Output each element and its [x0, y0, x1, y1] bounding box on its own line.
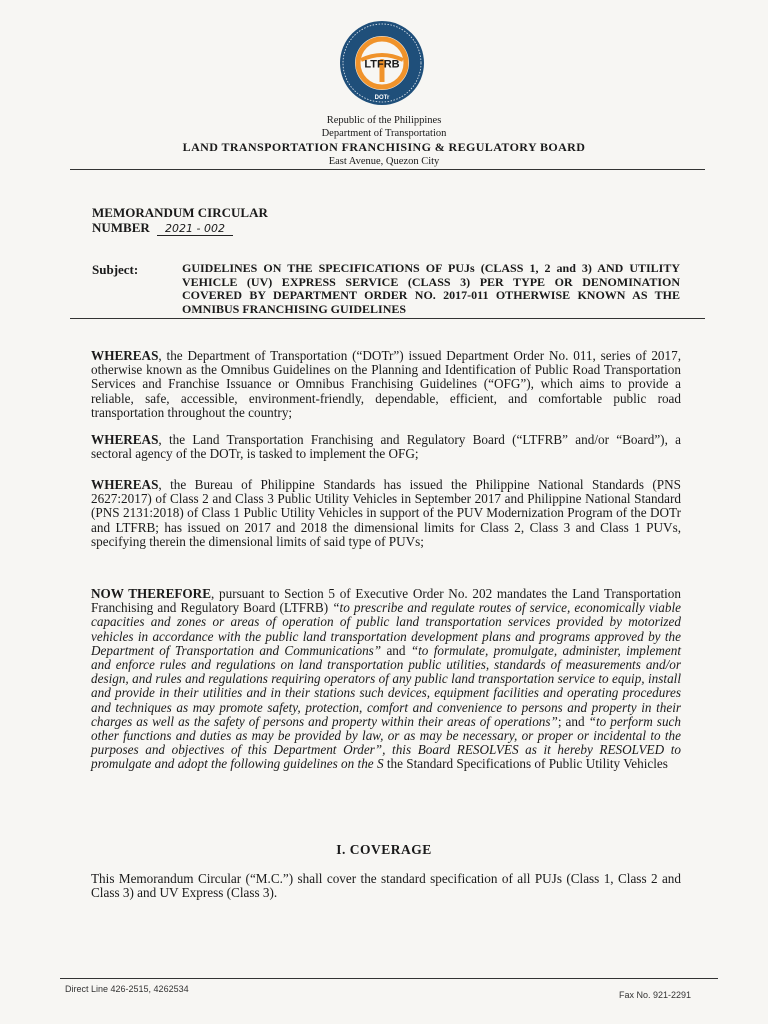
paragraph-whereas-1 [91, 349, 681, 420]
paragraph-now-therefore [91, 587, 681, 772]
memo-number-row [92, 220, 268, 236]
paragraph-text: ; and [557, 713, 589, 729]
paragraph-whereas-3 [91, 478, 681, 549]
footer-divider [60, 978, 718, 979]
paragraph-lead: WHEREAS [91, 477, 159, 492]
ltfrb-seal-logo [339, 20, 425, 106]
paragraph-quote: “to prescribe and regulate routes of service, economically viable capacities and zones or areas of operation of public land transportation services provided by motorized vehicles in accordance with the public land transportation development plans and programs approved by the Department of Transportation and Communications” [91, 600, 681, 658]
paragraph-whereas-2 [91, 433, 681, 461]
paragraph-quote: “to perform such other functions and duties as may be provided by law, or as may be necessary, or proper or incidental to the purposes and objectives of this Department Order”, this Board RESOLVES as it hereby RESOLVED to promulgate and adopt the following guidelines on the S [91, 713, 681, 772]
memo-number-label: NUMBER [92, 220, 150, 235]
subject-divider [70, 318, 705, 319]
footer-direct-line: Direct Line 426-2515, 4262534 [65, 984, 189, 994]
paragraph-text: , pursuant to Section 5 of Executive Order No. 202 mandates the Land Transportation Franchising and Regulatory Board (LTFRB) [91, 586, 681, 616]
section-coverage-text: This Memorandum Circular (“M.C.”) shall cover the standard specification of all PUJs (Class 1, Class 2 and Class 3) and UV Express (Class 3). [91, 871, 681, 901]
department-line: Department of Transportation [321, 128, 447, 139]
section-coverage-title: I. COVERAGE [336, 842, 432, 857]
memo-heading [92, 205, 268, 236]
svg-text:DOTr: DOTr [374, 95, 390, 101]
svg-text:LTFRB: LTFRB [364, 58, 400, 71]
memo-number-value: 2021 - 002 [157, 222, 233, 236]
subject-label: Subject: [92, 262, 139, 277]
subject-text: GUIDELINES ON THE SPECIFICATIONS OF PUJs (CLASS 1, 2 and 3) AND UTILITY VEHICLE (UV) EXPRESS SERVICE (CLASS 3) PER TYPE OR DENOMINATION COVERED BY DEPARTMENT ORDER NO. 2017-011 OTHERWISE KNOWN AS THE OMNIBUS FRANCHISING GUIDELINES [182, 261, 680, 316]
header-divider [70, 169, 705, 170]
paragraph-text: , the Land Transportation Franchising and Regulatory Board (“LTFRB” and/or “Board”), a sectoral agency of the DOTr, is tasked to implement the OFG; [91, 432, 681, 462]
board-name: LAND TRANSPORTATION FRANCHISING & REGULATORY BOARD [182, 140, 586, 154]
letterhead [0, 114, 768, 168]
paragraph-text: and [381, 642, 411, 658]
paragraph-text: , the Bureau of Philippine Standards has issued the Philippine National Standards (PNS 2627:2017) of Class 2 and Class 3 Public Utility Vehicles in September 2017 and Philippine National Standard (PNS 2131:2018) of Class 1 Public Utility Vehicles in support of the PUV Modernization Program of the DOTr and LTFRB; has issued on 2017 and 2018 the dimensional limits for Class 2, Class 3 and Class 1 PUVs, specifying therein the dimensional limits of said type of PUVs; [91, 477, 681, 549]
paragraph-quote: “to formulate, promulgate, administer, implement and enforce rules and regulations on land transportation public utilities, standards of measurements and/or design, and rules and regulations requiring operators of any public land transportation service to equip, install and provide in their utilities and in their stations such devices, equipment facilities and operating procedures and techniques as may promote safety, protection, comfort and convenience to persons and property in their charges as well as the safety of persons and property within their areas of operations” [91, 642, 682, 729]
address-line: East Avenue, Quezon City [328, 156, 440, 167]
paragraph-text: , the Department of Transportation (“DOTr”) issued Department Order No. 011, series of 2017, otherwise known as the Omnibus Guidelines on the Planning and Identification of Public Road Transportation Services and Franchise Issuance or Omnibus Franchising Guidelines (“OFG”), which aims to provide a reliable, safe, accessible, environment-friendly, dependable, efficient, and comfortable public road transportation throughout the country; [91, 348, 681, 420]
republic-line: Republic of the Philippines [326, 115, 442, 126]
paragraph-lead: WHEREAS [91, 348, 159, 363]
paragraph-text: the Standard Specifications of Public Utility Vehicles [383, 756, 668, 772]
paragraph-lead: WHEREAS [91, 432, 159, 447]
paragraph-lead: NOW THEREFORE [91, 586, 212, 601]
footer-fax: Fax No. 921-2291 [619, 990, 692, 1000]
memo-title: MEMORANDUM CIRCULAR [92, 205, 268, 220]
